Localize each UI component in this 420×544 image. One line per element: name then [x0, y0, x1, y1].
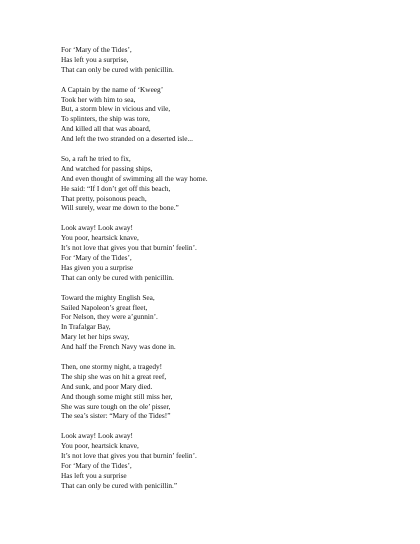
- poem-line: In Trafalgar Bay,: [61, 322, 111, 332]
- poem-line: She was sure tough on the ole’ pisser,: [61, 401, 171, 411]
- poem-text: [61, 45, 391, 501]
- stanza-4: [61, 223, 391, 282]
- poem-line: And sunk, and poor Mary died.: [61, 381, 153, 391]
- poem-line: And watched for passing ships,: [61, 163, 153, 173]
- stanza-6: [61, 362, 391, 421]
- poem-line: But, a storm blew in vicious and vile,: [61, 104, 171, 114]
- poem-line: To splinters, the ship was tore,: [61, 114, 150, 124]
- stanza-7: [61, 431, 391, 490]
- poem-line: That can only be cured with penicillin.: [61, 64, 174, 74]
- poem-line: Took her with him to sea,: [61, 94, 136, 104]
- poem-line: It’s not love that gives you that burnin’ feelin’.: [61, 451, 197, 461]
- stanza-1: [61, 45, 391, 75]
- poem-line: Will surely, wear me down to the bone.”: [61, 203, 179, 213]
- poem-line: The sea’s sister: “Mary of the Tides!”: [61, 411, 171, 421]
- poem-line: And though some might still miss her,: [61, 391, 173, 401]
- poem-line: That pretty, poisonous peach,: [61, 193, 147, 203]
- poem-line: A Captain by the name of ‘Kweeg’: [61, 84, 164, 94]
- poem-line: The ship she was on hit a great reef,: [61, 371, 167, 381]
- poem-line: Toward the mighty English Sea,: [61, 292, 155, 302]
- poem-line: He said: “If I don’t get off this beach,: [61, 183, 171, 193]
- stanza-3: [61, 154, 391, 213]
- poem-line: Then, one stormy night, a tragedy!: [61, 361, 163, 371]
- poem-line: That can only be cured with penicillin.: [61, 272, 174, 282]
- poem-line: Mary let her hips sway,: [61, 332, 130, 342]
- stanza-5: [61, 293, 391, 352]
- poem-line: For ‘Mary of the Tides’,: [61, 460, 132, 470]
- poem-line: That can only be cured with penicillin.”: [61, 480, 178, 490]
- poem-line: Has given you a surprise: [61, 262, 134, 272]
- poem-line: It’s not love that gives you that burnin’ feelin’.: [61, 243, 197, 253]
- poem-line: And half the French Navy was done in.: [61, 342, 176, 352]
- poem-line: And left the two stranded on a deserted isle...: [61, 134, 193, 144]
- poem-line: Has left you a surprise: [61, 470, 127, 480]
- poem-line: For ‘Mary of the Tides’,: [61, 252, 132, 262]
- poem-line: You poor, heartsick knave,: [61, 441, 139, 451]
- poem-line: For Nelson, they were a’gunnin’.: [61, 312, 158, 322]
- poem-line: Has left you a surprise,: [61, 54, 129, 64]
- poem-line: And killed all that was aboard,: [61, 124, 151, 134]
- poem-line: Look away! Look away!: [61, 223, 133, 233]
- poem-line: Sailed Napoleon’s great fleet,: [61, 302, 148, 312]
- poem-line: So, a raft he tried to fix,: [61, 153, 131, 163]
- poem-line: And even thought of swimming all the way home.: [61, 173, 208, 183]
- poem-line: For ‘Mary of the Tides’,: [61, 45, 132, 54]
- poem-line: You poor, heartsick knave,: [61, 233, 139, 243]
- poem-line: Look away! Look away!: [61, 431, 133, 441]
- stanza-2: [61, 85, 391, 144]
